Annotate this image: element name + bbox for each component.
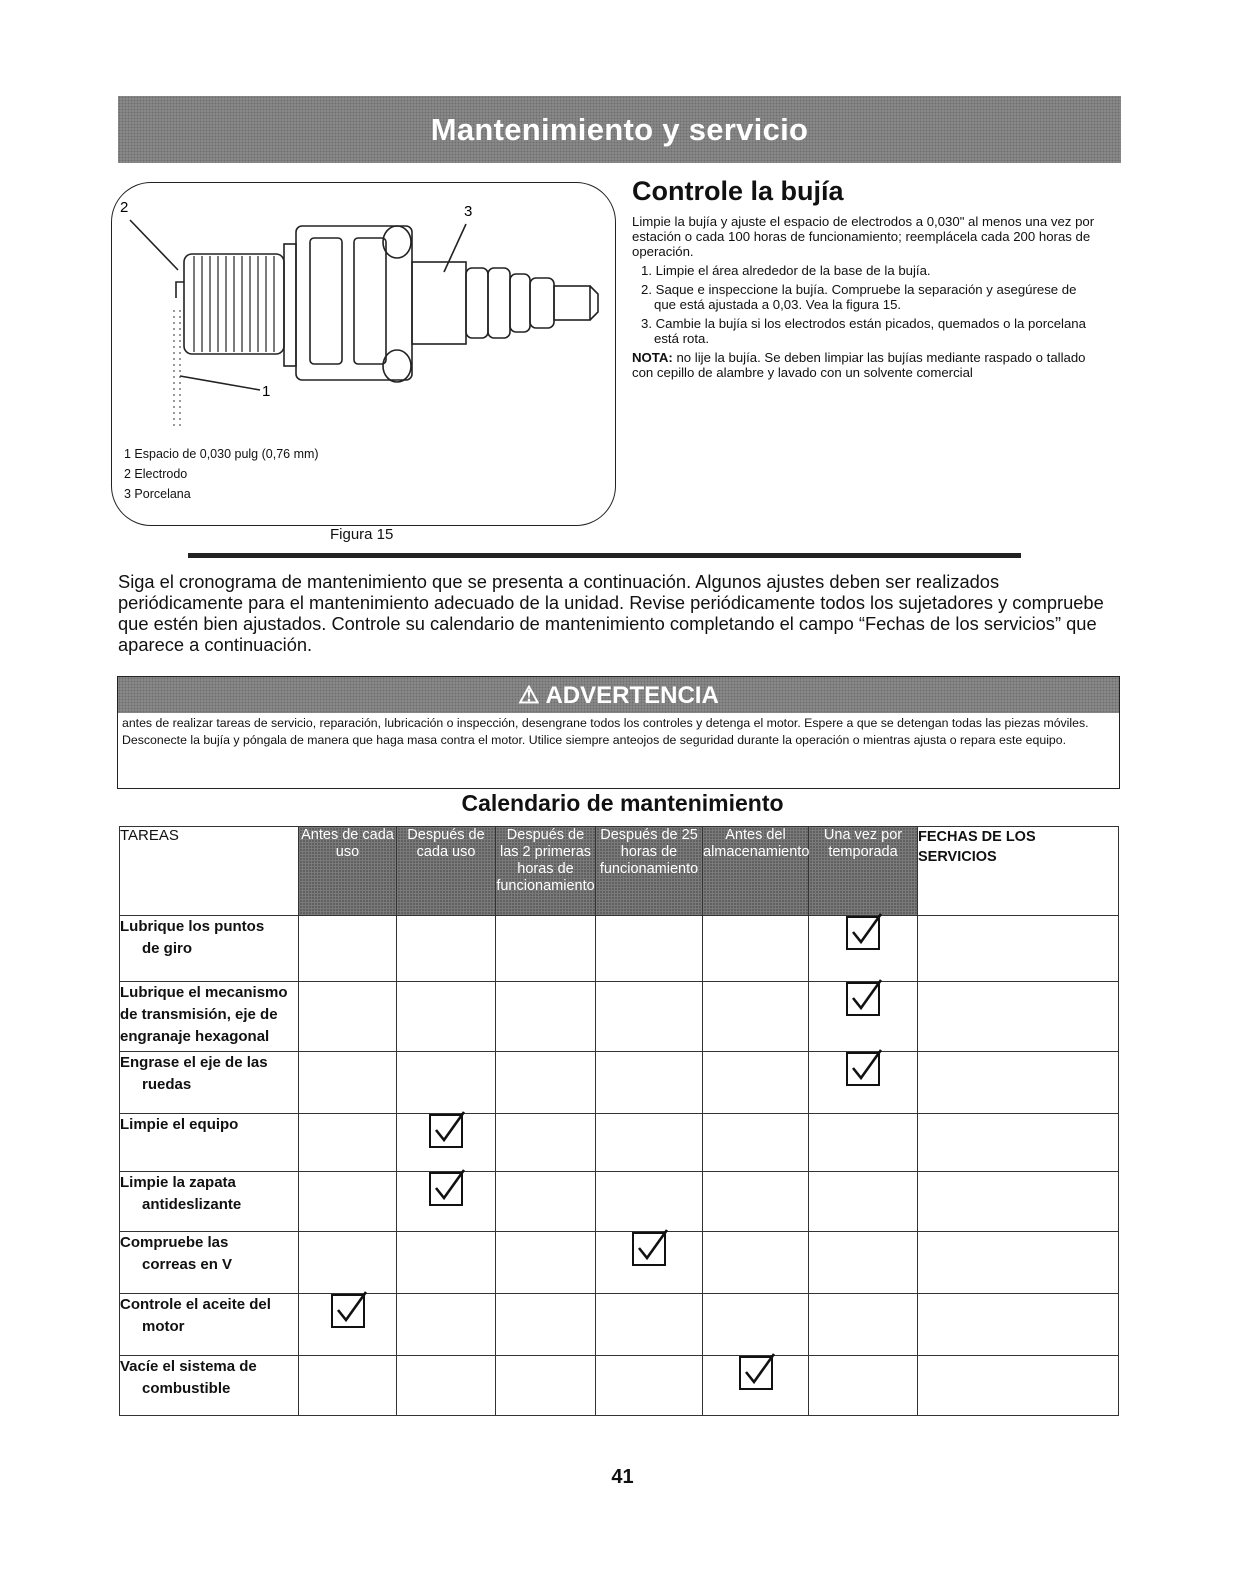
spark-plug-intro: Limpie la bujía y ajuste el espacio de electrodos a 0,030" al menos una vez por estación o cada 100 horas de funcionamiento; reemplácela cada 200 horas de operación. xyxy=(632,214,1095,259)
warning-text: antes de realizar tareas de servicio, reparación, lubricación o inspección, desengrane todos los controles y detenga el motor. Espere a que se detengan todas las piezas móviles. Desconecte la bujía y póngala de manera que haga masa contra el motor. Utilice siempre anteojos de seguridad durante la operación o mientras ajusta o repara este equipo. xyxy=(122,716,1089,747)
divider xyxy=(188,553,1021,558)
checked-box-icon xyxy=(429,1172,463,1206)
schedule-cell xyxy=(496,916,596,982)
table-row xyxy=(120,1052,1119,1114)
table-row xyxy=(120,1172,1119,1232)
task-label: antideslizante xyxy=(142,1196,242,1213)
task-cell xyxy=(120,916,299,982)
note xyxy=(632,350,1102,380)
step-1: 1. Limpie el área alrededor de la base de la bujía. xyxy=(641,263,931,278)
schedule-cell xyxy=(596,1114,703,1172)
schedule-cell xyxy=(703,916,809,982)
note-label: NOTA: xyxy=(632,350,673,365)
schedule-cell xyxy=(703,1294,809,1356)
table-row xyxy=(120,1294,1119,1356)
schedule-cell xyxy=(299,1356,397,1416)
checked-box-icon xyxy=(632,1232,666,1266)
schedule-cell xyxy=(496,1172,596,1232)
service-dates-cell[interactable] xyxy=(918,1294,1119,1356)
schedule-cell xyxy=(596,916,703,982)
schedule-cell xyxy=(397,982,496,1052)
callout-3: 3 xyxy=(464,203,473,220)
task-cell xyxy=(120,1232,299,1294)
table-row xyxy=(120,1114,1119,1172)
schedule-cell xyxy=(299,1232,397,1294)
schedule-cell xyxy=(809,916,918,982)
legend-item: 3 Porcelana xyxy=(124,487,191,501)
figure-caption: Figura 15 xyxy=(330,526,394,543)
schedule-cell xyxy=(596,982,703,1052)
checked-box-icon xyxy=(331,1294,365,1328)
schedule-cell xyxy=(397,1294,496,1356)
maintenance-intro: Siga el cronograma de mantenimiento que se presenta a continuación. Algunos ajustes deben ser realizados periódicamente para el mantenimiento adecuado de la unidad. Revise periódicamente todos los sujetadores y compruebe que estén bien ajustados. Controle su calendario de mantenimiento completando el campo “Fechas de los servicios” que aparece a continuación. xyxy=(118,571,1104,655)
schedule-cell xyxy=(299,916,397,982)
header-after-first-2-hours: Después de las 2 primeras horas de funcionamiento xyxy=(496,827,596,916)
task-label: engranaje hexagonal xyxy=(120,1028,270,1045)
service-dates-cell[interactable] xyxy=(918,1356,1119,1416)
calendar-title: Calendario de mantenimiento xyxy=(461,790,784,816)
task-label: Compruebe las xyxy=(120,1234,229,1251)
schedule-cell xyxy=(703,1052,809,1114)
checked-box-icon xyxy=(739,1356,773,1390)
header-service-dates: FECHAS DE LOS SERVICIOS xyxy=(918,827,1119,916)
schedule-cell xyxy=(299,1052,397,1114)
schedule-cell xyxy=(299,1294,397,1356)
schedule-cell xyxy=(397,1232,496,1294)
task-cell xyxy=(120,1052,299,1114)
task-cell xyxy=(120,1114,299,1172)
checked-box-icon xyxy=(846,1052,880,1086)
service-dates-cell[interactable] xyxy=(918,1232,1119,1294)
schedule-cell xyxy=(809,1114,918,1172)
schedule-cell xyxy=(596,1294,703,1356)
service-dates-cell[interactable] xyxy=(918,916,1119,982)
schedule-cell xyxy=(397,1172,496,1232)
service-dates-cell[interactable] xyxy=(918,1114,1119,1172)
schedule-cell xyxy=(703,1114,809,1172)
table-row xyxy=(120,1232,1119,1294)
spark-plug-heading: Controle la bujía xyxy=(632,176,844,206)
spark-plug-diagram xyxy=(114,190,604,430)
table-header-row xyxy=(120,827,1119,916)
task-cell xyxy=(120,1172,299,1232)
schedule-cell xyxy=(809,982,918,1052)
schedule-cell xyxy=(299,1114,397,1172)
schedule-cell xyxy=(496,1232,596,1294)
table-row xyxy=(120,1356,1119,1416)
schedule-cell xyxy=(397,1052,496,1114)
schedule-cell xyxy=(496,982,596,1052)
task-label: Lubrique el mecanismo xyxy=(120,984,288,1001)
callout-1: 1 xyxy=(262,383,271,400)
task-label: Controle el aceite del xyxy=(120,1296,271,1313)
service-dates-cell[interactable] xyxy=(918,1052,1119,1114)
task-label: Limpie el equipo xyxy=(120,1116,239,1133)
checked-box-icon xyxy=(846,916,880,950)
note-text: no lije la bujía. Se deben limpiar las bujías mediante raspado o tallado con cepillo de alambre y lavado con un solvente comercial xyxy=(632,350,1086,380)
task-label: de giro xyxy=(142,940,193,957)
task-label: Vacíe el sistema de xyxy=(120,1358,257,1375)
checked-box-icon xyxy=(429,1114,463,1148)
task-label: Engrase el eje de las xyxy=(120,1054,268,1071)
callout-2: 2 xyxy=(120,199,129,216)
task-label: Limpie la zapata xyxy=(120,1174,236,1191)
schedule-cell xyxy=(809,1232,918,1294)
schedule-cell xyxy=(596,1232,703,1294)
section-title: Mantenimiento y servicio xyxy=(430,111,809,147)
header-before-storage: Antes del almacenamiento xyxy=(703,827,809,916)
schedule-cell xyxy=(596,1356,703,1416)
service-dates-cell[interactable] xyxy=(918,982,1119,1052)
schedule-cell xyxy=(809,1356,918,1416)
task-label: combustible xyxy=(142,1380,231,1397)
schedule-cell xyxy=(496,1356,596,1416)
schedule-cell xyxy=(809,1294,918,1356)
schedule-cell xyxy=(496,1114,596,1172)
schedule-cell xyxy=(596,1172,703,1232)
task-label: Lubrique los puntos xyxy=(120,918,265,935)
schedule-cell xyxy=(299,1172,397,1232)
task-cell xyxy=(120,1294,299,1356)
schedule-cell xyxy=(397,1356,496,1416)
warning-title: ⚠ ADVERTENCIA xyxy=(118,677,1119,713)
table-row xyxy=(120,982,1119,1052)
spark-plug-instructions xyxy=(632,214,1102,384)
schedule-cell xyxy=(397,916,496,982)
schedule-cell xyxy=(809,1052,918,1114)
schedule-cell xyxy=(496,1294,596,1356)
schedule-cell xyxy=(299,982,397,1052)
legend-item: 2 Electrodo xyxy=(124,467,188,481)
page-number: 41 xyxy=(611,1466,634,1488)
header-after-25-hours: Después de 25 horas de funcionamiento xyxy=(596,827,703,916)
header-tasks: TAREAS xyxy=(120,827,299,916)
task-label: ruedas xyxy=(142,1076,192,1093)
service-dates-cell[interactable] xyxy=(918,1172,1119,1232)
maintenance-calendar-table xyxy=(119,826,1119,1416)
task-cell xyxy=(120,1356,299,1416)
header-before-each-use: Antes de cada uso xyxy=(299,827,397,916)
task-cell xyxy=(120,982,299,1052)
legend-item: 1 Espacio de 0,030 pulg (0,76 mm) xyxy=(124,447,319,461)
schedule-cell xyxy=(496,1052,596,1114)
table-row xyxy=(120,916,1119,982)
step-2: 2. Saque e inspeccione la bujía. Compruebe la separación y asegúrese de que está ajustada a 0,03. Vea la figura 15. xyxy=(641,282,1077,312)
schedule-cell xyxy=(703,1172,809,1232)
step-3: 3. Cambie la bujía si los electrodos están picados, quemados o la porcelana está rota. xyxy=(641,316,1086,346)
task-label: motor xyxy=(142,1318,185,1335)
header-after-each-use: Después de cada uso xyxy=(397,827,496,916)
checked-box-icon xyxy=(846,982,880,1016)
header-once-per-season: Una vez por temporada xyxy=(809,827,918,916)
task-label: de transmisión, eje de xyxy=(120,1006,278,1023)
schedule-cell xyxy=(703,1232,809,1294)
schedule-cell xyxy=(397,1114,496,1172)
schedule-cell xyxy=(703,982,809,1052)
task-label: correas en V xyxy=(142,1256,233,1273)
schedule-cell xyxy=(809,1172,918,1232)
figure-legend xyxy=(124,444,319,504)
warning-box xyxy=(117,676,1120,789)
section-header-bar xyxy=(118,96,1121,163)
schedule-cell xyxy=(703,1356,809,1416)
schedule-cell xyxy=(596,1052,703,1114)
